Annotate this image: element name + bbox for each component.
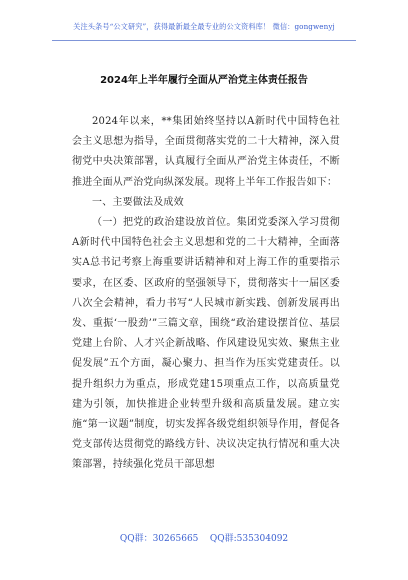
promo-header: 关注头条号“公文研究”，获得最新最全最专业的公文资料库！ 微信：gongwenyj [73,22,335,31]
header-divider [52,40,356,41]
body-paragraph: （一）把党的政治建设放首位。集团党委深入学习贯彻A新时代中国特色社会主义思想和党的二十大精神，全面落实A总书记考察上海重要讲话精神和对上海工作的重要指示要求，在区委、区政府的坚强领导下，贯彻落实十一届区委八次全会精神，看力书写“人民城市新实践、创新发展再出发、重振‘一股劲’”三篇文章，围绕“政治建设摆首位、基层党建上台阶、人才兴企新战略、作风建设见实效、聚焦主业促发展”五个方面，凝心聚力、担当作为压实党建责任。以提升组织力为重点，形成党建15项重点工作，以高质量党建为引领，加快推进企业转型升级和高质量发展。建立实施“第一议题”制度，切实发挥各级党组织领导作用，督促各党支部传达贯彻党的路线方针、决议决定执行情况和重大决策部署，持续强化党员干部思想 [72,217,340,471]
document-body [72,112,340,476]
intro-paragraph: 2024年以来，**集团始终坚持以A新时代中国特色社会主义思想为指导，全面贯彻落实党的二十大精神，深入贯彻党中央决策部署，认真履行全面从严治党主体责任，不断推进全面从严治党向纵深发展。现将上半年工作报告如下： [72,116,340,188]
qq-group-footer: QQ群：30265665 QQ群:535304092 [119,534,289,544]
section-heading: 一、主要做法及成效 [92,196,184,208]
document-title: 2024年上半年履行全面从严治党主体责任报告 [100,75,308,86]
